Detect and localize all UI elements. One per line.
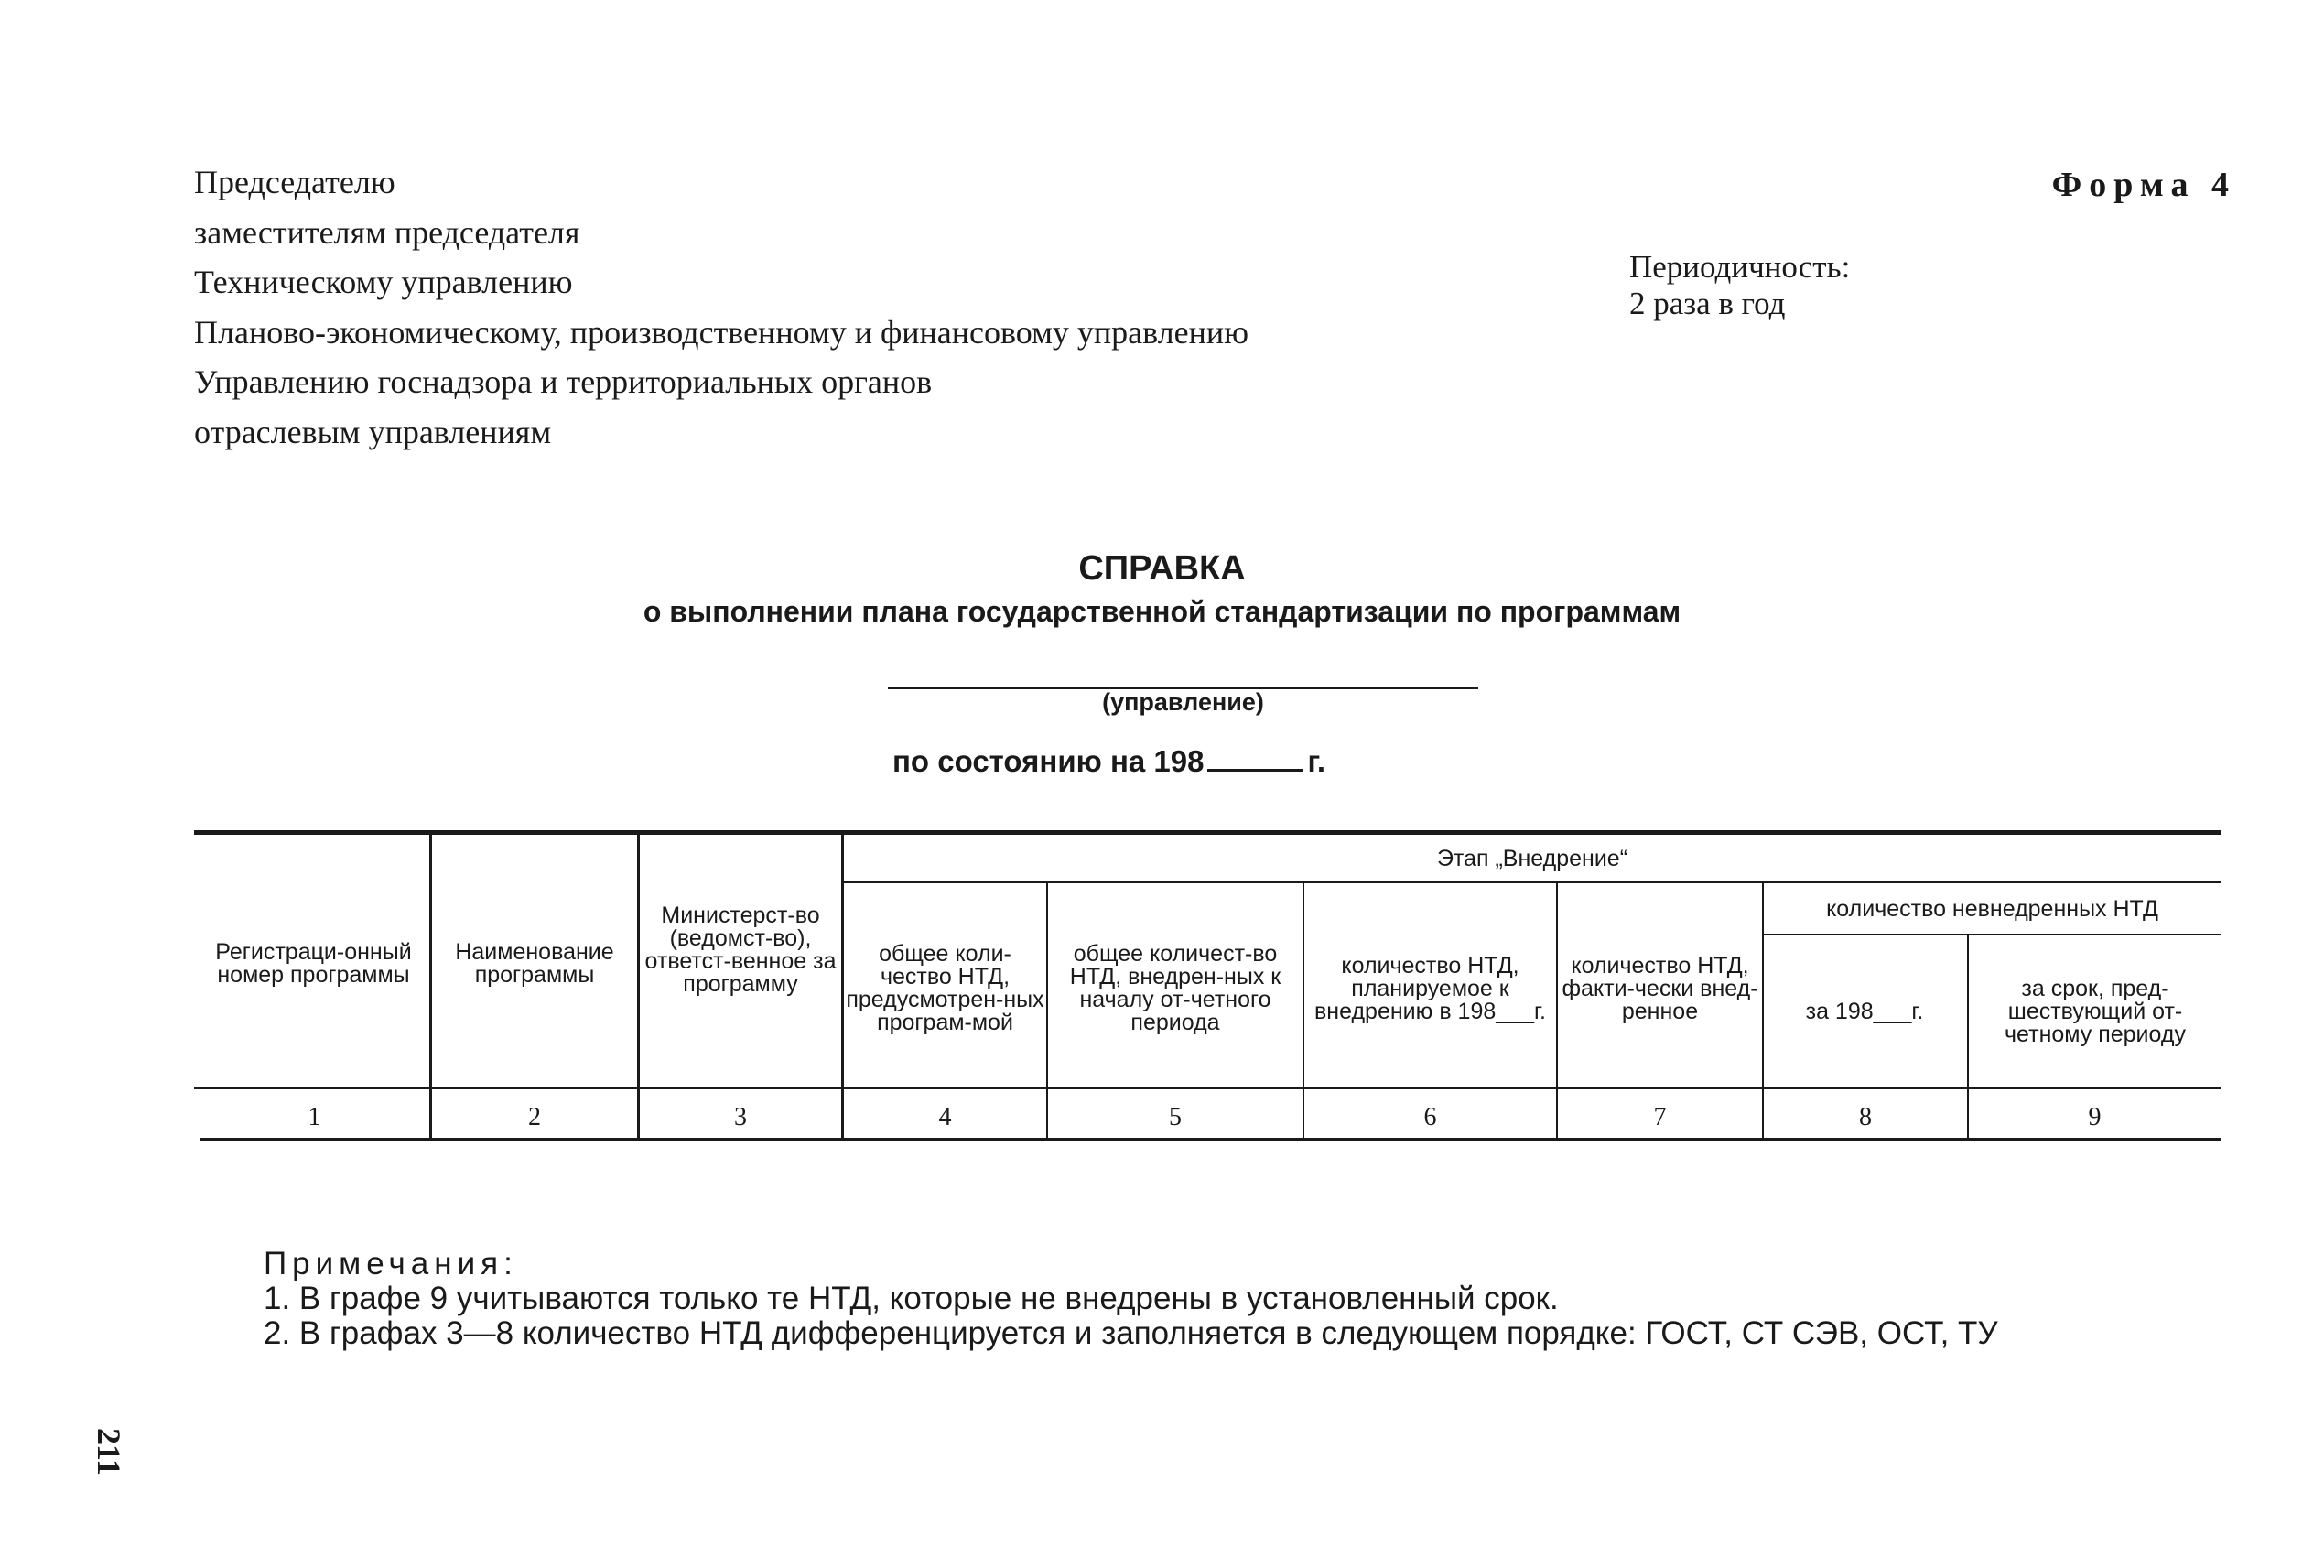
- header-registration-number: Регистраци-онный номер программы: [215, 938, 412, 988]
- column-number: 5: [1169, 1103, 1182, 1131]
- recipient-line: отраслевым управлениям: [194, 413, 552, 450]
- header-total-ntd: общее коли-чество НТД, предусмотрен-ных програм-мой: [846, 941, 1044, 1035]
- col-divider: [1303, 883, 1304, 1138]
- header-prior-period: за срок, пред-шествующий от-четному периоду: [2005, 975, 2186, 1047]
- header-implemented-ntd: общее количест-во НТД, внедрен-ных к началу от-четного периода: [1069, 941, 1281, 1035]
- periodicity-value: 2 раза в год: [1629, 286, 1786, 321]
- header-program-name: Наименование программы: [455, 938, 614, 988]
- header-stage: Этап „Внедрение“: [1436, 845, 1628, 871]
- recipient-line: Планово-экономическому, производственному и финансовому управлению: [194, 313, 1249, 351]
- recipient-line: Управлению госнадзора и территориальных органов: [194, 363, 933, 400]
- col-divider: [1556, 883, 1558, 1138]
- column-number: 8: [1859, 1103, 1872, 1131]
- column-number: 7: [1653, 1103, 1667, 1131]
- column-number: 1: [308, 1103, 321, 1131]
- header-planned-ntd: количество НТД, планируемое к внедрению в 198___г.: [1314, 952, 1546, 1024]
- table-top-border: [194, 830, 2221, 835]
- as-of-prefix: по состоянию на 198: [892, 744, 1205, 778]
- as-of-suffix: г.: [1307, 744, 1326, 778]
- periodicity-label: Периодичность:: [1629, 249, 1851, 285]
- recipients-list: [194, 157, 1248, 457]
- notes-heading: Примечания:: [264, 1246, 518, 1281]
- header-not-implemented: количество невнедренных НТД: [1826, 895, 2158, 922]
- page-number: 211: [91, 1428, 127, 1476]
- note-item: 1. В графе 9 учитываются только те НТД, которые не внедрены в установленный срок.: [264, 1281, 1559, 1316]
- table-bottom-border: [200, 1138, 2221, 1141]
- form-label: Форма 4: [2051, 166, 2236, 204]
- column-number: 4: [938, 1103, 952, 1131]
- header-ministry: Министерст-во (ведомст-во), ответст-венное за программу: [644, 902, 837, 997]
- year-blank: [1207, 743, 1303, 772]
- column-number: 2: [528, 1103, 541, 1131]
- not-implemented-divider: [1762, 934, 2221, 935]
- col-divider: [1046, 883, 1048, 1138]
- header-actual-ntd: количество НТД, факти-чески внед-ренное: [1562, 952, 1758, 1024]
- notes: [264, 1247, 1998, 1351]
- recipient-line: Техническому управлению: [194, 264, 573, 300]
- header-for-year: за 198___г.: [1805, 998, 1924, 1024]
- management-caption: (управление): [1102, 688, 1264, 716]
- column-number: 9: [2088, 1103, 2102, 1131]
- document-subtitle: о выполнении плана государственной стандартизации по программам: [643, 595, 1681, 628]
- col-divider: [429, 835, 432, 1138]
- as-of-date: [892, 743, 1325, 779]
- stage-divider: [842, 881, 2221, 883]
- periodicity: [1629, 249, 1850, 322]
- col-divider: [637, 835, 640, 1138]
- recipient-line: Председателю: [194, 164, 395, 200]
- note-item: 2. В графах 3—8 количество НТД дифференцируется и заполняется в следующем порядке: ГОСТ, СТ СЭВ, ОСТ, ТУ: [264, 1315, 1998, 1351]
- column-number: 6: [1423, 1103, 1437, 1131]
- document-title: СПРАВКА: [1078, 549, 1246, 588]
- recipient-line: заместителям председателя: [194, 213, 580, 251]
- column-number: 3: [734, 1103, 747, 1131]
- header-bottom-line: [194, 1087, 2221, 1089]
